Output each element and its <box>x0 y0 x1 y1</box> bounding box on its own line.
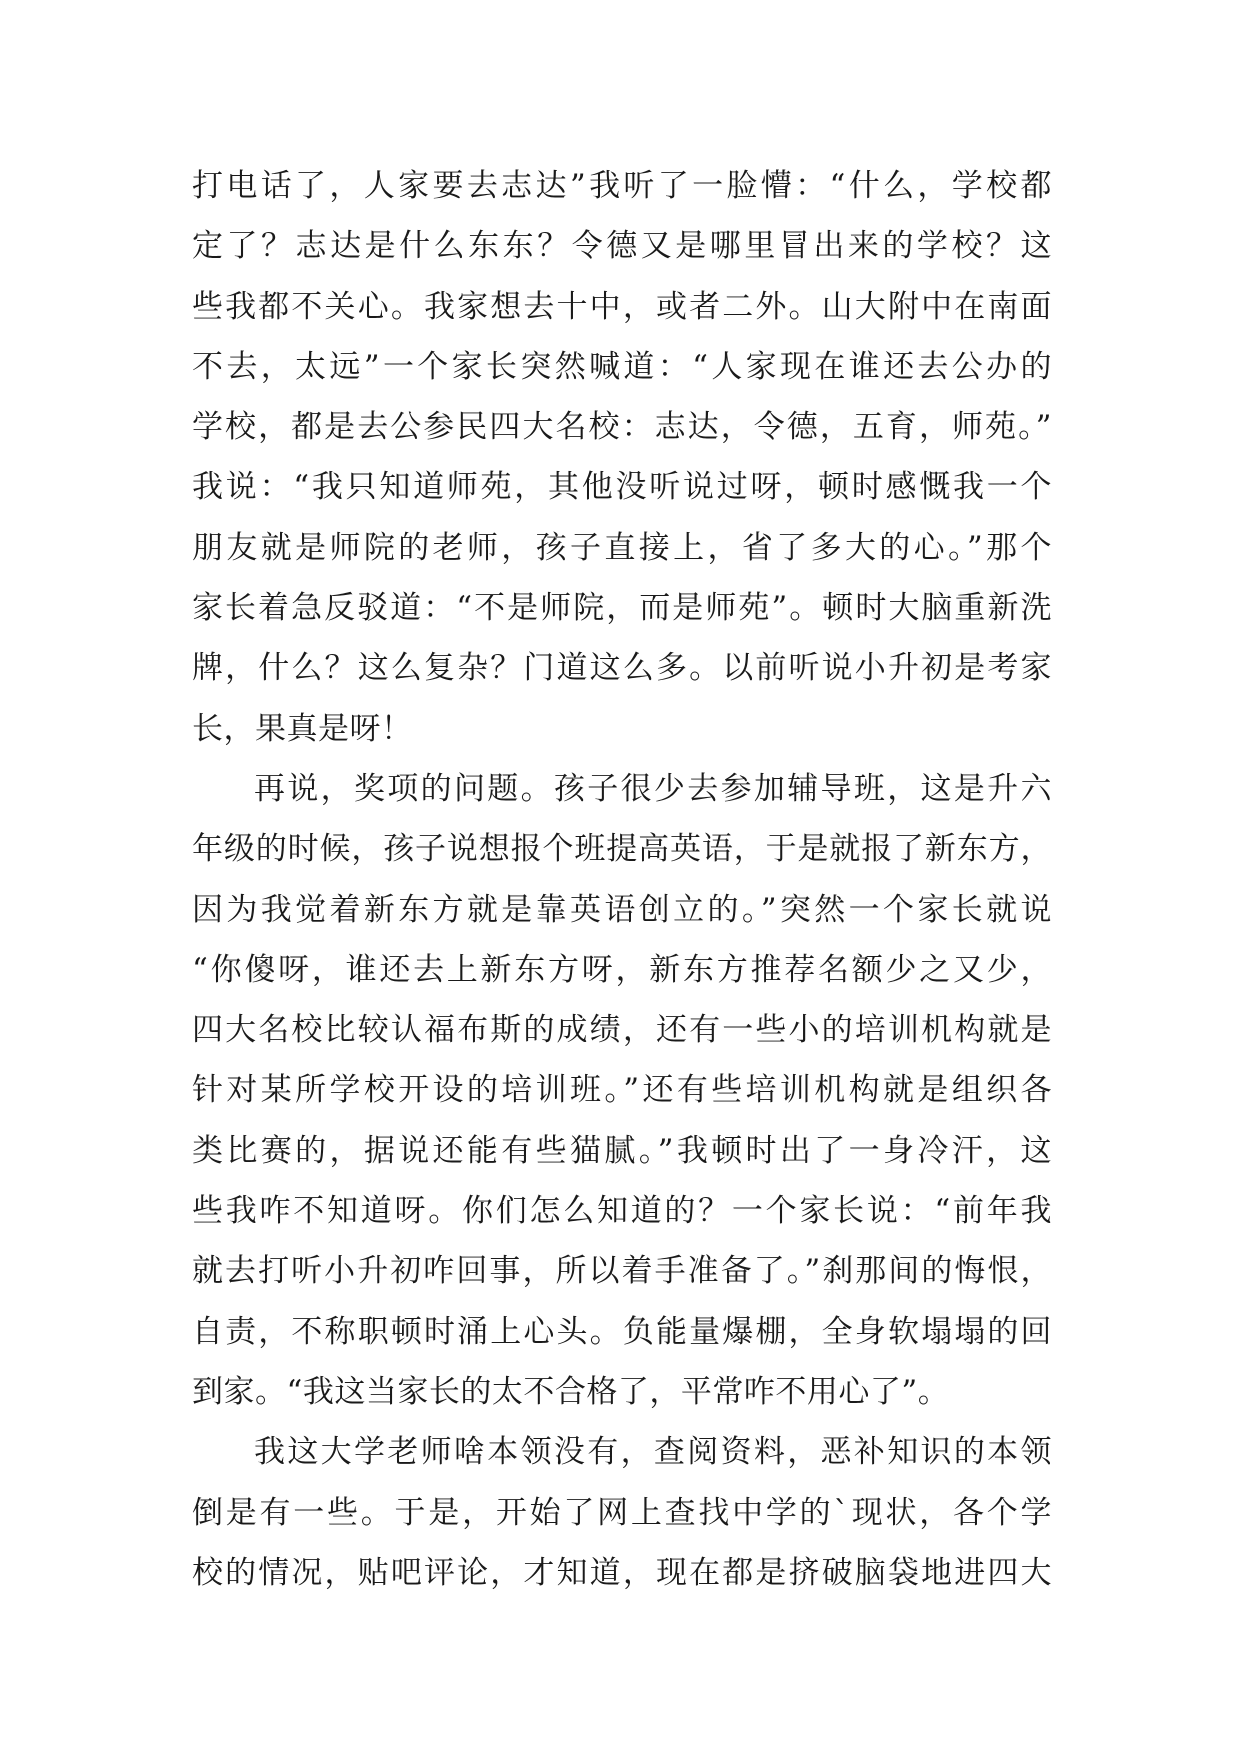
text-line: 牌，什么？这么复杂？门道这么多。以前听说小升初是考家 <box>192 650 1052 687</box>
text-line: 因为我觉着新东方就是靠英语创立的。”突然一个家长就说 <box>192 891 1052 928</box>
text-line: 学校，都是去公参民四大名校：志达，令德，五育，师苑。” <box>192 409 1052 446</box>
text-line: 些我咋不知道呀。你们怎么知道的？一个家长说：“前年我 <box>192 1193 1052 1230</box>
text-line: 长，果真是呀！ <box>192 710 413 747</box>
text-line: 就去打听小升初咋回事，所以着手准备了。”刹那间的悔恨， <box>192 1253 1052 1290</box>
text-line: 些我都不关心。我家想去十中，或者二外。山大附中在南面 <box>192 288 1052 325</box>
text-line: 针对某所学校开设的培训班。”还有些培训机构就是组织各 <box>192 1072 1052 1109</box>
text-line: 校的情况，贴吧评论，才知道，现在都是挤破脑袋地进四大 <box>192 1554 1052 1591</box>
text-line: 定了？志达是什么东东？令德又是哪里冒出来的学校？这 <box>192 228 1052 265</box>
text-line: 自责，不称职顿时涌上心头。负能量爆棚，全身软塌塌的回 <box>192 1313 1052 1350</box>
text-line: 我说：“我只知道师苑，其他没听说过呀，顿时感慨我一个 <box>192 469 1052 506</box>
text-line: 再说，奖项的问题。孩子很少去参加辅导班，这是升六 <box>254 770 1052 807</box>
document-body <box>192 156 1052 1603</box>
text-line: 类比赛的，据说还能有些猫腻。”我顿时出了一身冷汗，这 <box>192 1132 1052 1169</box>
text-line: 年级的时候，孩子说想报个班提高英语，于是就报了新东方， <box>192 831 1052 868</box>
paragraph-2 <box>192 759 1052 1422</box>
text-line: 四大名校比较认福布斯的成绩，还有一些小的培训机构就是 <box>192 1012 1052 1049</box>
text-line: 到家。“我这当家长的太不合格了，平常咋不用心了”。 <box>192 1373 950 1410</box>
text-line: “你傻呀，谁还去上新东方呀，新东方推荐名额少之又少， <box>192 951 1052 988</box>
text-line: 倒是有一些。于是，开始了网上查找中学的`现状，各个学 <box>192 1494 1052 1531</box>
paragraph-3 <box>192 1422 1052 1603</box>
text-line: 家长着急反驳道：“不是师院，而是师苑”。顿时大脑重新洗 <box>192 590 1052 627</box>
text-line: 不去，太远”一个家长突然喊道：“人家现在谁还去公办的 <box>192 348 1052 385</box>
text-line: 打电话了，人家要去志达”我听了一脸懵：“什么，学校都 <box>192 168 1052 204</box>
text-line: 我这大学老师啥本领没有，查阅资料，恶补知识的本领 <box>254 1434 1052 1471</box>
paragraph-1 <box>192 156 1052 759</box>
text-line: 朋友就是师院的老师，孩子直接上，省了多大的心。”那个 <box>192 529 1052 566</box>
